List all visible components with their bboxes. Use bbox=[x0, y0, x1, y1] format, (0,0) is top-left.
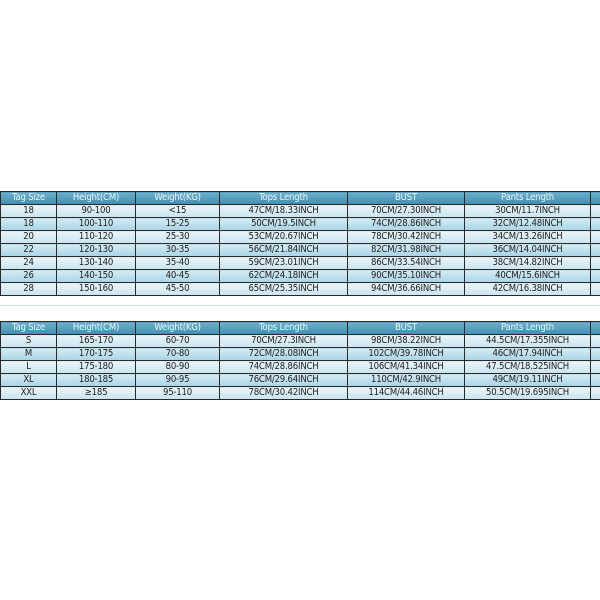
cell-pants-length: 38CM/14.82INCH bbox=[465, 257, 591, 270]
cell-bust: 106CM/41.34INCH bbox=[348, 361, 465, 374]
edge-cell bbox=[591, 374, 600, 387]
cell-bust: 82CM/31.98INCH bbox=[348, 244, 465, 257]
cell-weight: <15 bbox=[136, 205, 220, 218]
header-row bbox=[1, 322, 600, 335]
cell-tops-length: 50CM/19.5INCH bbox=[220, 218, 348, 231]
cell-height: 170-175 bbox=[57, 348, 136, 361]
header-tag-size: Tag Size bbox=[1, 192, 57, 205]
cell-pants-length: 44.5CM/17.355INCH bbox=[465, 335, 591, 348]
edge-cell bbox=[591, 335, 600, 348]
edge-cell bbox=[591, 218, 600, 231]
adults-size-table bbox=[0, 321, 600, 400]
cell-bust: 98CM/38.22INCH bbox=[348, 335, 465, 348]
header-bust: BUST bbox=[348, 192, 465, 205]
cell-tag-size: XL bbox=[1, 374, 57, 387]
cell-tag-size: 18 bbox=[1, 205, 57, 218]
header-edge-cell bbox=[591, 322, 600, 335]
header-tops-length: Tops Length bbox=[220, 322, 348, 335]
cell-bust: 114CM/44.46INCH bbox=[348, 387, 465, 400]
cell-pants-length: 46CM/17.94INCH bbox=[465, 348, 591, 361]
cell-weight: 35-40 bbox=[136, 257, 220, 270]
cell-height: 140-150 bbox=[57, 270, 136, 283]
cell-height: 100-110 bbox=[57, 218, 136, 231]
cell-tops-length: 78CM/30.42INCH bbox=[220, 387, 348, 400]
table-divider bbox=[0, 305, 600, 322]
cell-bust: 94CM/36.66INCH bbox=[348, 283, 465, 296]
cell-tag-size: L bbox=[1, 361, 57, 374]
cell-tops-length: 65CM/25.35INCH bbox=[220, 283, 348, 296]
cell-tops-length: 72CM/28.08INCH bbox=[220, 348, 348, 361]
cell-weight: 45-50 bbox=[136, 283, 220, 296]
table-row bbox=[1, 348, 600, 361]
header-edge-cell bbox=[591, 192, 600, 205]
edge-cell bbox=[591, 361, 600, 374]
cell-bust: 78CM/30.42INCH bbox=[348, 231, 465, 244]
header-weight: Weight(KG) bbox=[136, 322, 220, 335]
header-pants-length: Pants Length bbox=[465, 192, 591, 205]
cell-tag-size: 20 bbox=[1, 231, 57, 244]
cell-bust: 90CM/35.10INCH bbox=[348, 270, 465, 283]
cell-tag-size: 28 bbox=[1, 283, 57, 296]
cell-height: 165-170 bbox=[57, 335, 136, 348]
cell-height: 130-140 bbox=[57, 257, 136, 270]
cell-bust: 102CM/39.78INCH bbox=[348, 348, 465, 361]
cell-weight: 30-35 bbox=[136, 244, 220, 257]
cell-weight: 70-80 bbox=[136, 348, 220, 361]
cell-tag-size: 24 bbox=[1, 257, 57, 270]
header-tag-size: Tag Size bbox=[1, 322, 57, 335]
table-row bbox=[1, 361, 600, 374]
cell-height: ≥185 bbox=[57, 387, 136, 400]
table-row bbox=[1, 335, 600, 348]
edge-cell bbox=[591, 270, 600, 283]
cell-bust: 74CM/28.86INCH bbox=[348, 218, 465, 231]
table-row bbox=[1, 387, 600, 400]
cell-tag-size: 18 bbox=[1, 218, 57, 231]
edge-cell bbox=[591, 231, 600, 244]
cell-pants-length: 30CM/11.7INCH bbox=[465, 205, 591, 218]
header-bust: BUST bbox=[348, 322, 465, 335]
adults-table-body bbox=[1, 335, 600, 400]
cell-pants-length: 49CM/19.11INCH bbox=[465, 374, 591, 387]
header-weight: Weight(KG) bbox=[136, 192, 220, 205]
header-tops-length: Tops Length bbox=[220, 192, 348, 205]
cell-tag-size: 26 bbox=[1, 270, 57, 283]
cell-weight: 60-70 bbox=[136, 335, 220, 348]
edge-cell bbox=[591, 244, 600, 257]
table-row bbox=[1, 374, 600, 387]
cell-bust: 70CM/27.30INCH bbox=[348, 205, 465, 218]
cell-height: 175-180 bbox=[57, 361, 136, 374]
table-row bbox=[1, 244, 600, 257]
cell-weight: 40-45 bbox=[136, 270, 220, 283]
cell-pants-length: 36CM/14.04INCH bbox=[465, 244, 591, 257]
cell-weight: 80-90 bbox=[136, 361, 220, 374]
edge-cell bbox=[591, 348, 600, 361]
cell-tag-size: XXL bbox=[1, 387, 57, 400]
cell-weight: 90-95 bbox=[136, 374, 220, 387]
cell-tops-length: 74CM/28.86INCH bbox=[220, 361, 348, 374]
cell-tag-size: 22 bbox=[1, 244, 57, 257]
table-row bbox=[1, 257, 600, 270]
cell-tops-length: 59CM/23.01INCH bbox=[220, 257, 348, 270]
edge-cell bbox=[591, 387, 600, 400]
cell-pants-length: 47.5CM/18.525INCH bbox=[465, 361, 591, 374]
cell-tops-length: 56CM/21.84INCH bbox=[220, 244, 348, 257]
header-height: Height(CM) bbox=[57, 322, 136, 335]
cell-weight: 25-30 bbox=[136, 231, 220, 244]
table-row bbox=[1, 270, 600, 283]
cell-height: 180-185 bbox=[57, 374, 136, 387]
edge-cell bbox=[591, 205, 600, 218]
cell-pants-length: 40CM/15.6INCH bbox=[465, 270, 591, 283]
cell-pants-length: 32CM/12.48INCH bbox=[465, 218, 591, 231]
table-row bbox=[1, 231, 600, 244]
table-row bbox=[1, 205, 600, 218]
cell-tops-length: 70CM/27.3INCH bbox=[220, 335, 348, 348]
kids-table-body bbox=[1, 205, 600, 296]
cell-tag-size: S bbox=[1, 335, 57, 348]
kids-size-table bbox=[0, 191, 600, 296]
cell-height: 120-130 bbox=[57, 244, 136, 257]
cell-tops-length: 53CM/20.67INCH bbox=[220, 231, 348, 244]
edge-cell bbox=[591, 257, 600, 270]
cell-bust: 86CM/33.54INCH bbox=[348, 257, 465, 270]
cell-tops-length: 62CM/24.18INCH bbox=[220, 270, 348, 283]
header-height: Height(CM) bbox=[57, 192, 136, 205]
cell-pants-length: 50.5CM/19.695INCH bbox=[465, 387, 591, 400]
cell-tops-length: 76CM/29.64INCH bbox=[220, 374, 348, 387]
cell-bust: 110CM/42.9INCH bbox=[348, 374, 465, 387]
cell-pants-length: 42CM/16.38INCH bbox=[465, 283, 591, 296]
cell-height: 110-120 bbox=[57, 231, 136, 244]
table-row bbox=[1, 283, 600, 296]
cell-pants-length: 34CM/13.26INCH bbox=[465, 231, 591, 244]
header-pants-length: Pants Length bbox=[465, 322, 591, 335]
cell-tag-size: M bbox=[1, 348, 57, 361]
cell-height: 90-100 bbox=[57, 205, 136, 218]
edge-cell bbox=[591, 283, 600, 296]
table-row bbox=[1, 218, 600, 231]
cell-tops-length: 47CM/18.33INCH bbox=[220, 205, 348, 218]
header-row bbox=[1, 192, 600, 205]
cell-height: 150-160 bbox=[57, 283, 136, 296]
cell-weight: 15-25 bbox=[136, 218, 220, 231]
cell-weight: 95-110 bbox=[136, 387, 220, 400]
